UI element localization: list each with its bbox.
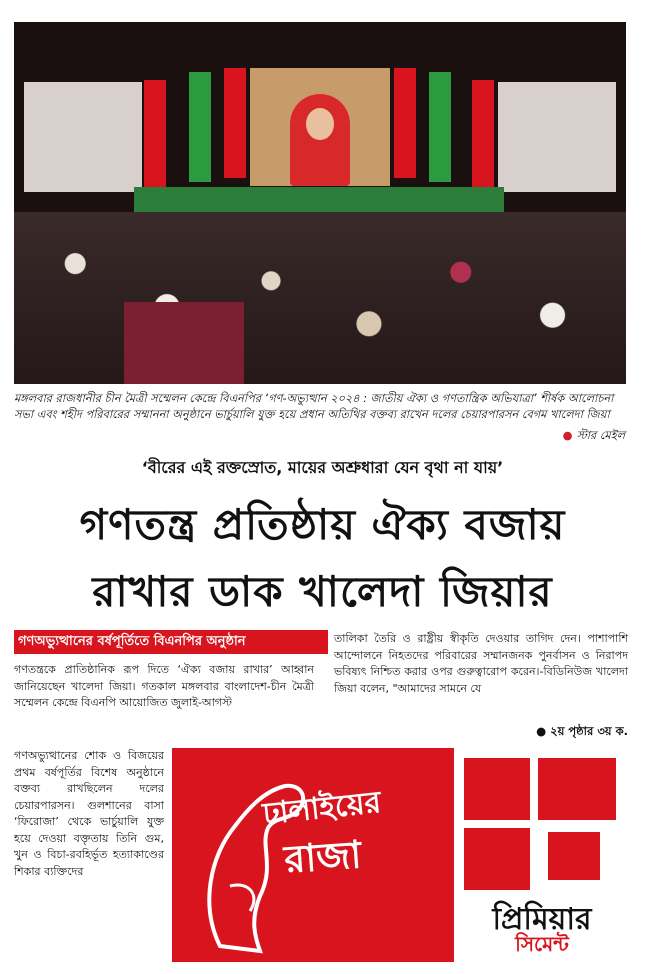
bullet-icon: ● bbox=[536, 724, 551, 738]
stage-panel bbox=[472, 80, 494, 190]
stage-panel bbox=[429, 72, 451, 182]
bullet-icon: ● bbox=[562, 429, 573, 442]
continued-on-page-text: ২য় পৃষ্ঠার ৩য় ক. bbox=[550, 724, 628, 738]
pull-quote: ‘বীরের এই রক্তস্রোত, মায়ের অশ্রুধারা যেন বৃথা না যায়’ bbox=[141, 458, 504, 477]
stage-panel bbox=[189, 72, 211, 182]
article-column-1: গণতন্ত্রকে প্রাতিষ্ঠানিক রূপ দিতে ‘ঐক্য বজায় রাখার’ আহ্বান জানিয়েছেন খালেদা জিয়া। গতকাল মঙ্গলবার বাংলাদেশ-চীন মৈত্রী সম্মেলন কেন্দ্রে বিএনপি আয়োজিত জুলাই-আগস্ট bbox=[14, 663, 314, 709]
logo-square bbox=[464, 758, 530, 820]
ad-tagline-line-2: রাজা bbox=[282, 832, 363, 882]
logo-square bbox=[538, 758, 616, 820]
ad-tagline-line-1: ঢালাইয়ের bbox=[261, 784, 383, 833]
stage-panel bbox=[394, 68, 416, 178]
stage-panel bbox=[144, 80, 166, 190]
side-screen-right bbox=[498, 82, 616, 192]
side-screen-left bbox=[24, 82, 142, 192]
audience bbox=[14, 212, 626, 384]
stage-panel bbox=[224, 68, 246, 178]
aisle-carpet bbox=[124, 302, 244, 384]
logo-square bbox=[548, 832, 600, 880]
article-column-2: তালিকা তৈরি ও রাষ্ট্রীয় স্বীকৃতি দেওয়ার তাগিদ দেন। পাশাপাশি আন্দোলনে নিহতদের পরিবারের সম্মানজনক পুনর্বাসন ও নিরাপদ ভবিষ্যৎ নিশ্চিত করার ওপর গুরুত্বারোপ করেন।-বিডিনিউজ খালেদা জিয়া বলেন, "আমাদের সামনে যে bbox=[334, 632, 628, 695]
photo-credit-text: স্টার মেইল bbox=[576, 429, 625, 442]
premier-cement-logo bbox=[454, 748, 626, 962]
logo-square bbox=[464, 828, 530, 890]
brand-product: সিমেন্ট bbox=[515, 932, 569, 956]
photo-credit bbox=[563, 427, 625, 446]
cement-advertisement bbox=[172, 748, 626, 962]
brand-name: প্রিমিয়ার bbox=[492, 902, 592, 937]
center-screen-speaker bbox=[250, 68, 390, 186]
continued-on-page bbox=[334, 723, 628, 742]
photo-caption: মঙ্গলবার রাজধানীর চীন মৈত্রী সম্মেলন কেন্দ্রে বিএনপির ‘গণ-অভ্যুত্থান ২০২৪ : জাতীয় ঐক্য ও গণতান্ত্রিক অভিযাত্রা’ শীর্ষক আলোচনা সভা এবং শহীদ পরিবারের সম্মাননা অনুষ্ঠানে ভার্চুয়ালি যুক্ত হয়ে প্রধান অতিথির বক্তব্য রাখেন দলের চেয়ারপারসন বেগম খালেদা জিয়া bbox=[14, 392, 614, 421]
headline-line-2: রাখার ডাক খালেদা জিয়ার bbox=[92, 567, 553, 616]
article-column-1-continued: গণঅভ্যুত্থানের শোক ও বিজয়ের প্রথম বর্ষপূর্তির বিশেষ অনুষ্ঠানে বক্তব্য রাখছিলেন দলের চেয়ারপারসন। গুলশানের বাসা ‘ফিরোজা’ থেকে ভার্চুয়ালি যুক্ত হয়ে দেওয়া বক্তৃতায় তিনি গুম, খুন ও বিচা-রবহির্ভূত হত্যাকাণ্ডের শিকার ব্যক্তিদের bbox=[14, 749, 164, 878]
headline-line-1: গণতন্ত্র প্রতিষ্ঠায় ঐক্য বজায় bbox=[79, 500, 566, 549]
kicker-banner: গণঅভ্যুত্থানের বর্ষপূর্তিতে বিএনপির অনুষ্ঠান bbox=[14, 630, 328, 654]
news-photo bbox=[14, 22, 626, 384]
